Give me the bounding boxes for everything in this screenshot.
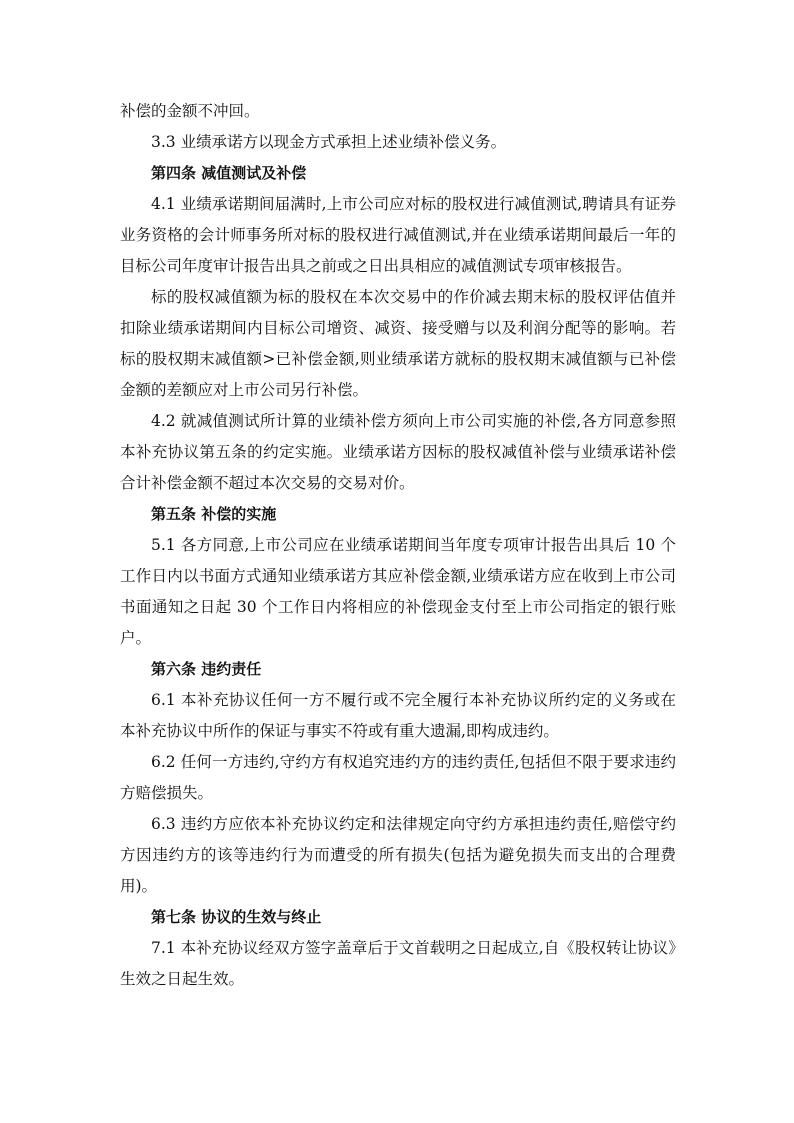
heading-article-5: 第五条 补偿的实施 (151, 505, 277, 523)
paragraph-4-1: 4.1 业绩承诺期间届满时,上市公司应对标的股权进行减值测试,聘请具有证券业务资格的会计师事务所对标的股权进行减值测试,并在业绩承诺期间最后一年的目标公司年度审计报告出具之前或之日出具相应的减值测试专项审核报告。 (120, 195, 676, 275)
paragraph-6-2: 6.2 任何一方违约,守约方有权追究违约方的违约责任,包括但不限于要求违约方赔偿损失。 (120, 753, 676, 802)
paragraph-4-2: 4.2 就减值测试所计算的业绩补偿方须向上市公司实施的补偿,各方同意参照本补充协议第五条的约定实施。业绩承诺方因标的股权减值补偿与业绩承诺补偿合计补偿金额不超过本次交易的交易对价。 (120, 412, 676, 492)
heading-article-6: 第六条 违约责任 (151, 660, 262, 678)
paragraph-impairment-amount: 标的股权减值额为标的股权在本次交易中的作价减去期末标的股权评估值并扣除业绩承诺期间内目标公司增资、减资、接受赠与以及利润分配等的影响。若标的股权期末减值额>已补偿金额,则业绩承诺方就标的股权期末减值额与已补偿金额的差额应对上市公司另行补偿。 (120, 288, 676, 399)
heading-article-4: 第四条 减值测试及补偿 (151, 164, 307, 182)
paragraph-continuation: 补偿的金额不冲回。 (120, 102, 260, 120)
document-body (120, 96, 676, 995)
paragraph-7-1: 7.1 本补充协议经双方签字盖章后于文首载明之日起成立,自《股权转让协议》生效之日起生效。 (120, 939, 676, 988)
paragraph-6-3: 6.3 违约方应依本补充协议约定和法律规定向守约方承担违约责任,赔偿守约方因违约方的该等违约行为而遭受的所有损失(包括为避免损失而支出的合理费用)。 (120, 815, 676, 895)
paragraph-5-1: 5.1 各方同意,上市公司应在业绩承诺期间当年度专项审计报告出具后 10 个工作日内以书面方式通知业绩承诺方其应补偿金额,业绩承诺方应在收到上市公司书面通知之日起 30 个工作日内将相应的补偿现金支付至上市公司指定的银行账户。 (120, 536, 676, 647)
heading-article-7: 第七条 协议的生效与终止 (151, 908, 322, 926)
paragraph-3-3: 3.3 业绩承诺方以现金方式承担上述业绩补偿义务。 (151, 133, 507, 151)
paragraph-6-1: 6.1 本补充协议任何一方不履行或不完全履行本补充协议所约定的义务或在本补充协议中所作的保证与事实不符或有重大遗漏,即构成违约。 (120, 691, 676, 740)
